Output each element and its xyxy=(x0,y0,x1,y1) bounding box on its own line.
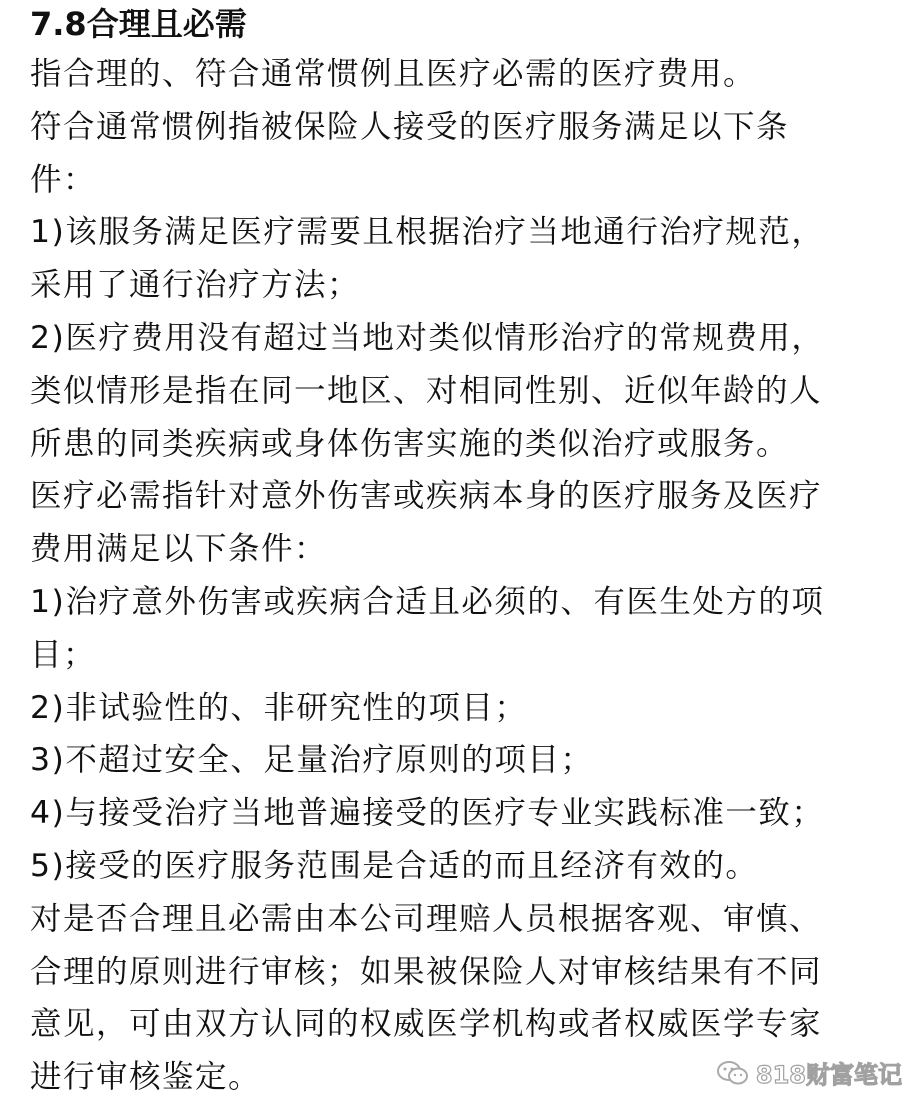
text-line: 所患的同类疾病或身体伤害实施的类似治疗或服务。 xyxy=(30,425,790,462)
text-line: 目； xyxy=(30,636,97,673)
text-line: 2)医疗费用没有超过当地对类似情形治疗的常规费用， xyxy=(30,319,825,356)
text-line: 1)治疗意外伤害或疾病合适且必须的、有医生处方的项 xyxy=(30,583,825,620)
watermark xyxy=(716,1055,902,1090)
text-line: 5)接受的医疗服务范围是合适的而且经济有效的。 xyxy=(30,847,759,884)
text-line: 2)非试验性的、非研究性的项目； xyxy=(30,689,528,726)
text-line: 4)与接受治疗当地普遍接受的医疗专业实践标准一致； xyxy=(30,795,825,832)
document-body xyxy=(30,4,910,1104)
section-title: 7.8合理且必需 xyxy=(30,5,247,43)
wechat-icon xyxy=(716,1059,750,1087)
text-line: 件： xyxy=(30,161,97,198)
text-line: 采用了通行治疗方法； xyxy=(30,267,361,304)
text-line: 医疗必需指针对意外伤害或疾病本身的医疗服务及医疗 xyxy=(30,478,823,515)
text-line: 对是否合理且必需由本公司理赔人员根据客观、审慎、 xyxy=(30,900,823,937)
watermark-text: 818财富笔记 xyxy=(755,1061,902,1089)
text-line: 1)该服务满足医疗需要且根据治疗当地通行治疗规范， xyxy=(30,214,825,251)
text-line: 进行审核鉴定。 xyxy=(30,1059,262,1096)
text-line: 类似情形是指在同一地区、对相同性别、近似年龄的人 xyxy=(30,372,823,409)
text-line: 指合理的、符合通常惯例且医疗必需的医疗费用。 xyxy=(30,56,757,92)
text-line: 符合通常惯例指被保险人接受的医疗服务满足以下条 xyxy=(30,108,790,145)
text-line: 意见，可由双方认同的权威医学机构或者权威医学专家 xyxy=(30,1006,823,1043)
text-line: 费用满足以下条件： xyxy=(30,531,328,568)
text-line: 合理的原则进行审核；如果被保险人对审核结果有不同 xyxy=(30,953,823,990)
text-line: 3)不超过安全、足量治疗原则的项目； xyxy=(30,742,594,779)
